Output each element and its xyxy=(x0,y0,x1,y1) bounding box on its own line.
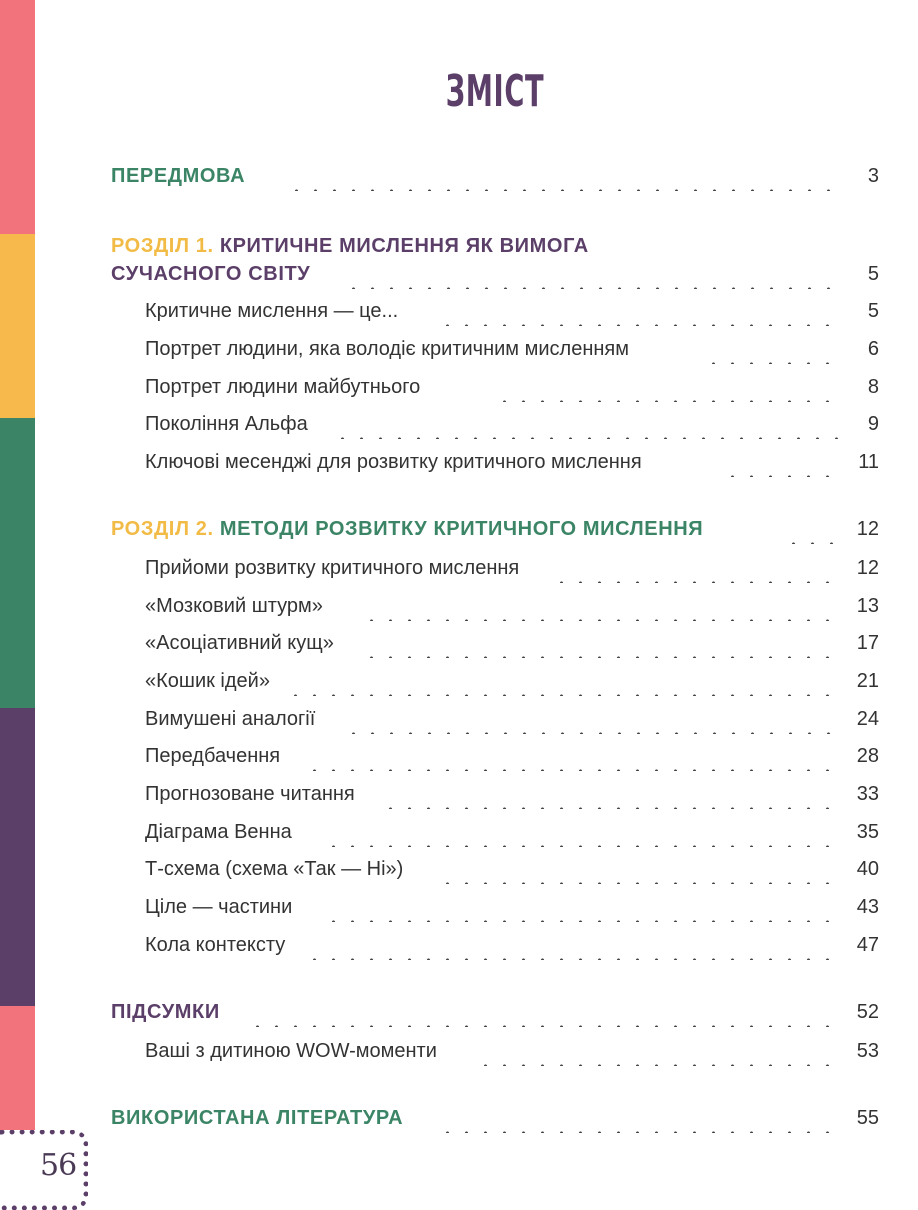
dot-leader xyxy=(704,344,842,364)
toc-entry-label: «Кошик ідей» xyxy=(145,670,270,692)
toc-entry-label: «Асоціативний кущ» xyxy=(145,632,334,654)
toc-page-number: 28 xyxy=(856,745,879,767)
dot-leader xyxy=(438,864,842,884)
toc-page-number: 12 xyxy=(856,518,879,540)
toc-page-number: 9 xyxy=(867,413,879,435)
toc-page-number: 6 xyxy=(867,338,879,360)
toc-entry-label: «Мозковий штурм» xyxy=(145,595,323,617)
toc-page-number: 33 xyxy=(856,783,879,805)
toc-entry[interactable] xyxy=(0,632,918,662)
toc-entry[interactable] xyxy=(0,821,918,851)
toc-page-number: 43 xyxy=(856,896,879,918)
toc-entry[interactable] xyxy=(0,557,918,587)
toc-entry-label: Ключові месенджі для розвитку критичного мислення xyxy=(145,451,642,473)
dot-leader xyxy=(784,524,842,544)
toc-entry[interactable] xyxy=(0,783,918,813)
toc-entry-label: Кола контексту xyxy=(145,934,286,956)
dot-leader xyxy=(438,1113,842,1133)
toc-entry-label: Прийоми розвитку критичного мислення xyxy=(145,557,520,579)
toc-entry-preface[interactable] xyxy=(0,165,918,195)
toc-entry-section2[interactable] xyxy=(0,518,918,548)
toc-entry[interactable] xyxy=(0,451,918,481)
toc-entry-label: Передбачення xyxy=(145,745,281,767)
toc-entry[interactable] xyxy=(0,376,918,406)
toc-page-number: 55 xyxy=(856,1107,879,1129)
section1-heading-line1[interactable] xyxy=(111,235,589,258)
toc-page-number: 21 xyxy=(856,670,879,692)
dot-leader xyxy=(248,1007,842,1027)
section2-heading xyxy=(111,518,703,541)
toc-entry[interactable] xyxy=(0,858,918,888)
toc-page-number: 5 xyxy=(867,263,879,285)
toc-page-number: 5 xyxy=(867,300,879,322)
toc-page-number: 8 xyxy=(867,376,879,398)
toc-page-number: 13 xyxy=(856,595,879,617)
toc-entry[interactable] xyxy=(0,934,918,964)
dot-leader xyxy=(362,638,842,658)
toc-entry[interactable] xyxy=(0,896,918,926)
toc-page-number: 52 xyxy=(856,1001,879,1023)
dot-leader xyxy=(305,751,842,771)
dot-leader xyxy=(333,419,842,439)
toc-page-number: 11 xyxy=(858,451,879,473)
toc-heading-label: ПЕРЕДМОВА xyxy=(111,165,246,187)
toc-entry[interactable] xyxy=(0,338,918,368)
toc-entry-summary[interactable] xyxy=(0,1001,918,1031)
toc-heading-label: ПІДСУМКИ xyxy=(111,1001,220,1023)
dot-leader xyxy=(305,940,842,960)
toc-entry-section1[interactable] xyxy=(0,263,918,293)
toc-page-number: 53 xyxy=(856,1040,879,1062)
dot-leader xyxy=(438,306,842,326)
page-number: 56 xyxy=(40,1148,77,1183)
toc-entry[interactable] xyxy=(0,670,918,700)
toc-entry[interactable] xyxy=(0,595,918,625)
dot-leader xyxy=(344,269,842,289)
dot-leader xyxy=(495,382,842,402)
toc-page-number: 24 xyxy=(856,708,879,730)
section1-prefix: РОЗДІЛ 1. xyxy=(111,235,214,257)
toc-page-number: 17 xyxy=(856,632,879,654)
toc-page-number: 35 xyxy=(856,821,879,843)
toc-page-number: 40 xyxy=(856,858,879,880)
dot-leader xyxy=(324,902,842,922)
toc-entry[interactable] xyxy=(0,300,918,330)
toc-entry-label: Прогнозоване читання xyxy=(145,783,355,805)
dot-leader xyxy=(287,171,842,191)
toc-entry-label: Діаграма Венна xyxy=(145,821,292,843)
dot-leader xyxy=(324,827,842,847)
toc-page-number: 3 xyxy=(867,165,879,187)
toc-entry[interactable] xyxy=(0,1040,918,1070)
toc-entry-label: Портрет людини майбутнього xyxy=(145,376,421,398)
toc-page-number: 47 xyxy=(856,934,879,956)
pink-stripe xyxy=(0,0,35,234)
toc-entry-label: Ціле — частини xyxy=(145,896,293,918)
dot-leader xyxy=(362,601,842,621)
toc-entry-label: Портрет людини, яка володіє критичним мисленням xyxy=(145,338,629,360)
toc-page-number: 12 xyxy=(856,557,879,579)
section1-title-line2: СУЧАСНОГО СВІТУ xyxy=(111,263,311,285)
toc-entry-label: Т-схема (схема «Так — Ні») xyxy=(145,858,404,880)
dot-leader xyxy=(476,1046,842,1066)
dot-leader xyxy=(344,714,842,734)
toc-entry-label: Ваші з дитиною WOW-моменти xyxy=(145,1040,437,1062)
dot-leader xyxy=(552,563,842,583)
toc-entry[interactable] xyxy=(0,413,918,443)
dot-leader xyxy=(286,676,842,696)
toc-entry[interactable] xyxy=(0,708,918,738)
dot-leader xyxy=(723,457,842,477)
toc-entry-label: Покоління Альфа xyxy=(145,413,308,435)
toc-entry-label: Критичне мислення — це... xyxy=(145,300,399,322)
section1-title-line1: КРИТИЧНЕ МИСЛЕННЯ ЯК ВИМОГА xyxy=(219,235,589,257)
section2-title: МЕТОДИ РОЗВИТКУ КРИТИЧНОГО МИСЛЕННЯ xyxy=(219,518,704,540)
section2-prefix: РОЗДІЛ 2. xyxy=(111,518,214,540)
toc-heading-label: ВИКОРИСТАНА ЛІТЕРАТУРА xyxy=(111,1107,404,1129)
dot-leader xyxy=(381,789,842,809)
toc-entry-literature[interactable] xyxy=(0,1107,918,1137)
toc-entry-label: Вимушені аналогії xyxy=(145,708,316,730)
toc-entry[interactable] xyxy=(0,745,918,775)
page-title: ЗМІСТ xyxy=(445,66,545,117)
